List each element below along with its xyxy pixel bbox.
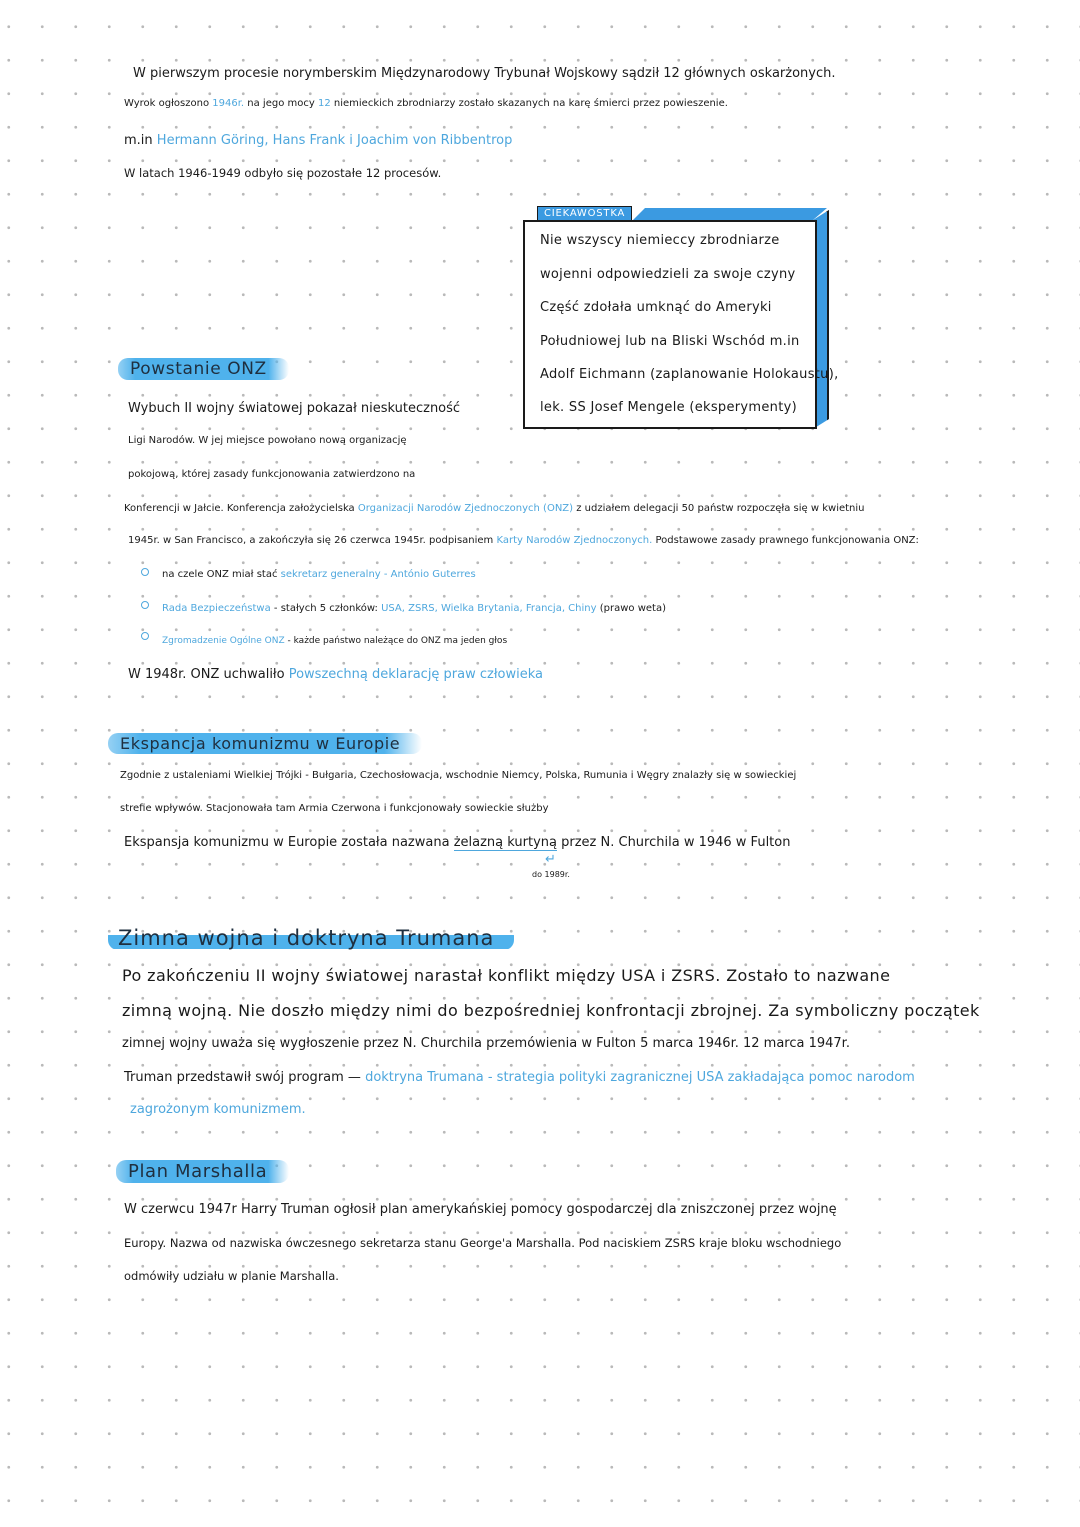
bullet-circle-icon <box>141 632 149 640</box>
curiosity-line: Część zdołała umknąć do Ameryki <box>540 300 772 315</box>
komunizm-line-2: strefie wpływów. Stacjonowała tam Armia Czerwona i funkcjonowały sowieckie służby <box>120 803 549 814</box>
komunizm-line-3-c: przez N. Churchila w 1946 w Fulton <box>561 835 791 850</box>
onz-bullet-3 <box>162 636 507 647</box>
bullet-circle-icon <box>141 601 149 609</box>
zimna-line-3: zimnej wojny uważa się wygłoszenie przez N. Churchila przemówienia w Fulton 5 marca 1946r. 12 marca 1947r. <box>122 1036 850 1051</box>
onz-charter: Karty Narodów Zjednoczonych. <box>496 535 653 546</box>
intro-line-1: W pierwszym procesie norymberskim Międzynarodowy Trybunał Wojskowy sądził 12 głównych oskarżonych. <box>133 66 836 81</box>
komunizm-line-3 <box>124 835 790 851</box>
onz-bullet-2-d: (prawo weta) <box>599 603 666 614</box>
onz-line-4 <box>124 503 865 515</box>
onz-line-5 <box>128 535 919 547</box>
komunizm-note: do 1989r. <box>532 870 570 879</box>
curiosity-line: lek. SS Josef Mengele (eksperymenty) <box>540 400 797 415</box>
marshall-line-2: Europy. Nazwa od nazwiska ówczesnego sekretarza stanu George'a Marshalla. Pod naciskiem ZSRS kraje bloku wschodniego <box>124 1236 842 1250</box>
zimna-line-4 <box>124 1070 915 1086</box>
curiosity-line: wojenni odpowiedzieli za swoje czyny <box>540 267 796 282</box>
intro-line-2-e: niemieckich zbrodniarzy zostało skazanych na karę śmierci przez powieszenie. <box>333 98 728 109</box>
intro-line-2 <box>124 98 728 110</box>
zimna-line-1: Po zakończeniu II wojny światowej narastał konflikt między USA i ZSRS. Zostało to nazwane <box>122 966 891 985</box>
intro-names: Hermann Göring, Hans Frank i Joachim von Ribbentrop <box>156 133 513 148</box>
onz-line-5-c: Podstawowe zasady prawnego funkcjonowania ONZ: <box>655 535 919 546</box>
curiosity-line: Adolf Eichmann (zaplanowanie Holokaustu), <box>540 367 839 382</box>
onz-bullet-1 <box>162 569 476 581</box>
truman-doctrine: doktryna Trumana - strategia polityki zagranicznej USA zakładająca pomoc narodom <box>365 1070 915 1085</box>
onz-bullet-2-a: Rada Bezpieczeństwa <box>162 603 271 614</box>
komunizm-line-3-a: Ekspansja komunizmu w Europie została nazwana <box>124 835 450 850</box>
onz-line-6 <box>128 667 543 683</box>
onz-bullet-1-a: na czele ONZ miał stać <box>162 569 278 580</box>
onz-line-5-a: 1945r. w San Francisco, a zakończyła się 26 czerwca 1945r. podpisaniem <box>128 535 494 546</box>
intro-line-4: W latach 1946-1949 odbyło się pozostałe 12 procesów. <box>124 166 442 180</box>
heading-zimna-wojna: Zimna wojna i doktryna Trumana <box>108 926 514 950</box>
onz-declaration: Powszechną deklarację praw człowieka <box>288 667 544 682</box>
curiosity-line: Nie wszyscy niemieccy zbrodniarze <box>540 233 780 248</box>
curiosity-box <box>523 220 817 429</box>
intro-count: 12 <box>317 98 331 109</box>
onz-line-4-c: z udziałem delegacji 50 państw rozpoczęła się w kwietniu <box>576 503 865 514</box>
onz-bullet-1-b: sekretarz generalny - António Guterres <box>280 569 476 580</box>
zimna-line-2: zimną wojną. Nie doszło między nimi do bezpośredniej konfrontacji zbrojnej. Za symboliczny początek <box>122 1001 980 1020</box>
onz-name: Organizacji Narodów Zjednoczonych (ONZ) <box>357 503 574 514</box>
onz-bullet-2 <box>162 603 666 615</box>
onz-bullet-2-b: - stałych 5 członków: <box>273 603 378 614</box>
curiosity-box-top <box>633 208 827 220</box>
intro-line-2-c: na jego mocy <box>247 98 315 109</box>
iron-curtain: żelazną kurtyną <box>453 835 557 850</box>
arrow-down-icon: ↵ <box>545 852 556 867</box>
onz-line-6-a: W 1948r. ONZ uchwaliło <box>128 667 285 682</box>
onz-bullet-3-b: - każde państwo należące do ONZ ma jeden głos <box>287 636 508 646</box>
komunizm-line-1: Zgodnie z ustaleniami Wielkiej Trójki - Bułgaria, Czechosłowacja, wschodnie Niemcy, Polska, Rumunia i Węgry znalazły się w sowieckiej <box>120 770 797 781</box>
zimna-line-5: zagrożonym komunizmem. <box>130 1102 306 1117</box>
heading-marshall: Plan Marshalla <box>116 1160 289 1183</box>
onz-line-1: Wybuch II wojny światowej pokazał nieskuteczność <box>128 401 461 416</box>
onz-line-2: Ligi Narodów. W jej miejsce powołano nową organizację <box>128 435 407 446</box>
heading-komunizm: Ekspancja komunizmu w Europie <box>108 733 422 754</box>
onz-bullet-2-c: USA, ZSRS, Wielka Brytania, Francja, Chiny <box>381 603 597 614</box>
bullet-circle-icon <box>141 568 149 576</box>
zimna-line-4-a: Truman przedstawił swój program — <box>124 1070 361 1085</box>
heading-onz: Powstanie ONZ <box>118 358 289 380</box>
intro-line-3-a: m.in <box>124 133 153 148</box>
marshall-line-1: W czerwcu 1947r Harry Truman ogłosił plan amerykańskiej pomocy gospodarczej dla zniszczonej przez wojnę <box>124 1202 837 1217</box>
curiosity-line: Południowej lub na Bliski Wschód m.in <box>540 334 800 349</box>
intro-line-2-a: Wyrok ogłoszono <box>124 98 210 109</box>
onz-bullet-3-a: Zgromadzenie Ogólne ONZ <box>162 636 285 646</box>
onz-line-4-a: Konferencji w Jałcie. Konferencja założycielska <box>124 503 355 514</box>
intro-line-3 <box>124 133 512 149</box>
onz-line-3: pokojową, której zasady funkcjonowania zatwierdzono na <box>128 469 416 480</box>
marshall-line-3: odmówiły udziału w planie Marshalla. <box>124 1269 339 1283</box>
curiosity-tab: CIEKAWOSTKA <box>537 206 632 221</box>
intro-year: 1946r. <box>212 98 245 109</box>
